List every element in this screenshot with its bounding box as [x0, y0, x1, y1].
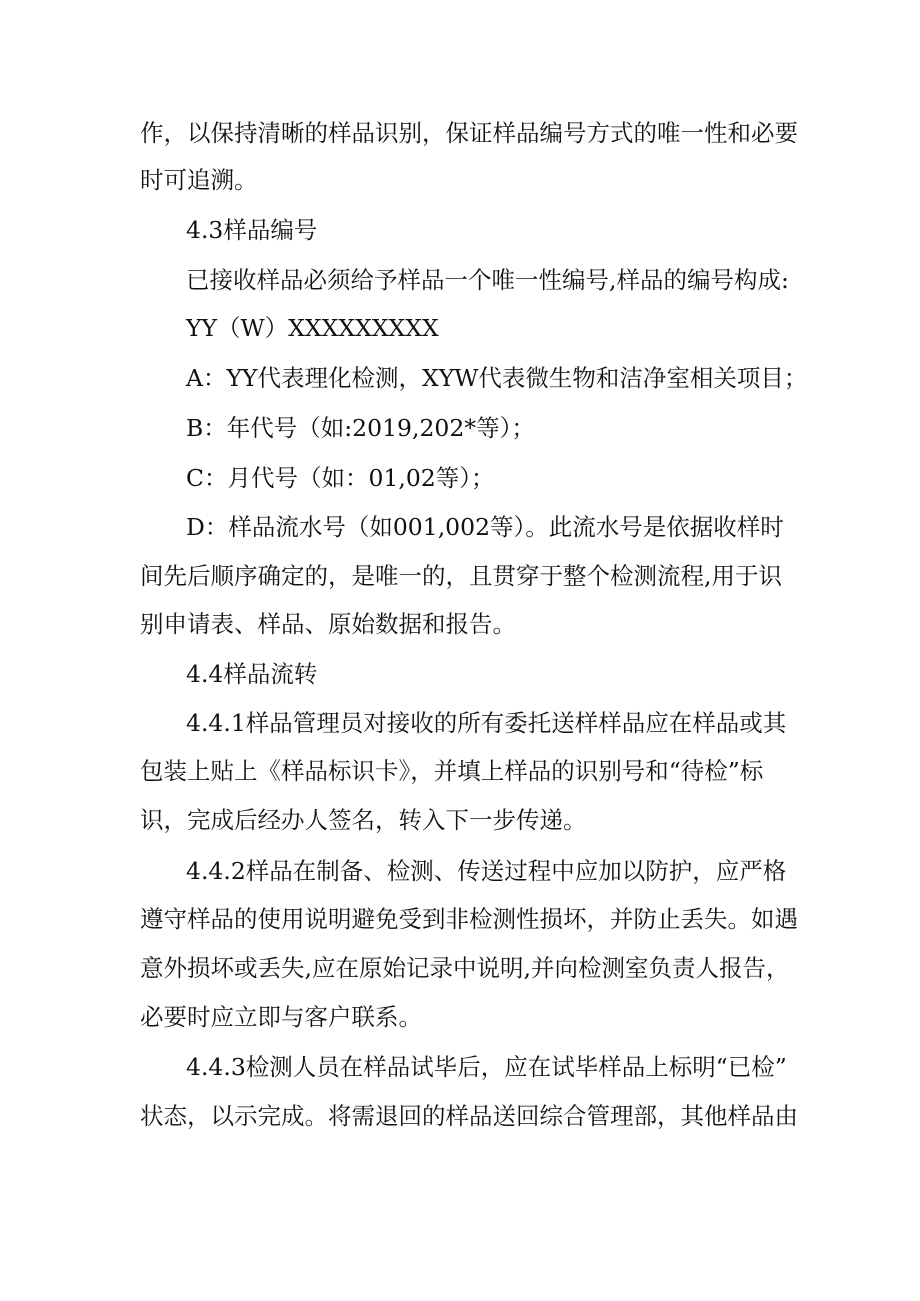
- code-part-c: C：月代号（如：01,02等）；: [186, 464, 495, 492]
- text-line: 作，以保持清晰的样品识别，保证样品编号方式的唯一性和必要: [140, 119, 798, 147]
- section-heading-4-3: 4.3样品编号: [186, 216, 318, 244]
- text-line: 包装上贴上《样品标识卡》，并填上样品的识别号和“待检”标: [140, 757, 764, 785]
- code-part-b: B：年代号（如:2019,202*等）；: [186, 414, 535, 442]
- paragraph-4-4-1: 4.4.1样品管理员对接收的所有委托送样样品应在样品或其: [186, 709, 787, 737]
- text-line: 间先后顺序确定的，是唯一的，且贯穿于整个检测流程,用于识: [140, 562, 782, 590]
- sample-code-format: YY（W）XXXXXXXXX: [186, 314, 439, 342]
- code-part-d: D：样品流水号（如001,002等）。此流水号是依据收样时: [186, 513, 784, 541]
- section-heading-4-4: 4.4样品流转: [186, 660, 318, 688]
- text-line: 状态，以示完成。将需退回的样品送回综合管理部，其他样品由: [140, 1102, 798, 1130]
- text-line: 遵守样品的使用说明避免受到非检测性损坏，并防止丢失。如遇: [140, 905, 798, 933]
- text-line: 识，完成后经办人签名，转入下一步传递。: [140, 806, 587, 834]
- text-line: 已接收样品必须给予样品一个唯一性编号,样品的编号构成:: [186, 266, 789, 294]
- text-line: 必要时应立即与客户联系。: [140, 1003, 422, 1031]
- text-line: 意外损坏或丢失,应在原始记录中说明,并向检测室负责人报告，: [140, 954, 790, 982]
- paragraph-4-4-2: 4.4.2样品在制备、检测、传送过程中应加以防护，应严格: [186, 857, 787, 885]
- text-line: 时可追溯。: [140, 166, 258, 194]
- paragraph-4-4-3: 4.4.3检测人员在样品试毕后，应在试毕样品上标明“已检”: [186, 1053, 787, 1081]
- text-line: 别申请表、样品、原始数据和报告。: [140, 610, 516, 638]
- code-part-a: A：YY代表理化检测，XYW代表微生物和洁净室相关项目；: [186, 364, 808, 392]
